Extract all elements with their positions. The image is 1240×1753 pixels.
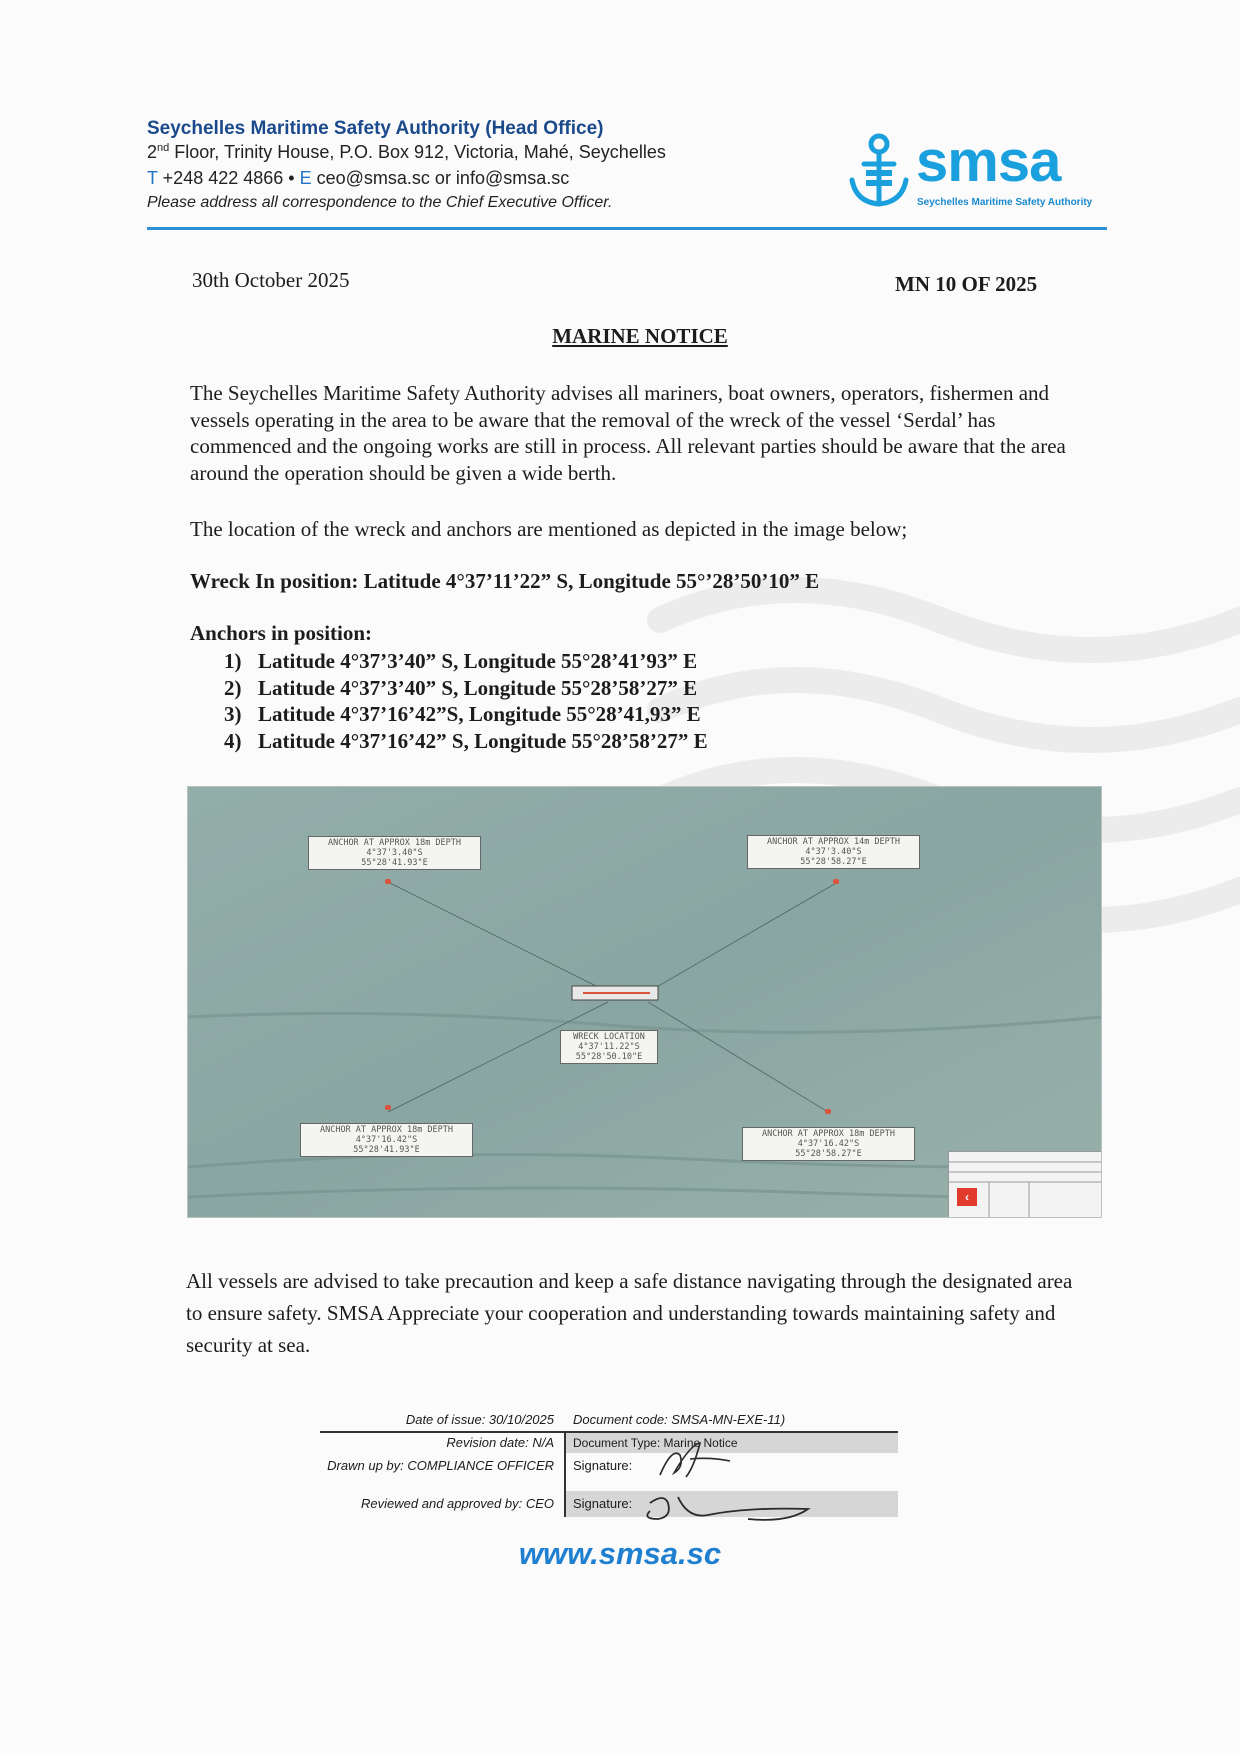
correspondence-note: Please address all correspondence to the Chief Executive Officer. [147,194,613,211]
header-divider [147,227,1107,230]
label-line: 55°28'50.10"E [575,1052,643,1062]
map-label-anchor-2 [747,835,920,869]
notice-date: 30th October 2025 [192,268,350,292]
table-row [320,1491,898,1517]
email-addresses: ceo@smsa.sc or info@smsa.sc [311,168,570,188]
list-item [224,675,708,702]
list-item [224,728,708,755]
anchor-number: 3) [224,702,242,726]
label-line: ANCHOR AT APPROX 18m DEPTH [761,1129,896,1139]
phone-prefix: T [147,168,158,188]
label-line: ANCHOR AT APPROX 18m DEPTH [327,838,462,848]
org-name: Seychelles Maritime Safety Authority (Head Office) [147,118,604,139]
address-floor-number: 2 [147,142,158,162]
table-row [320,1409,898,1431]
wreck-vessel [572,986,658,1000]
title-block-lines [949,1152,1101,1218]
anchor-position: Latitude 4°37’16’42”S, Longitude 55°28’41,93” E [258,702,701,726]
anchor-marker-4 [825,1109,831,1114]
anchor-position: Latitude 4°37’16’42” S, Longitude 55°28’58’27” E [258,728,708,753]
table-row [320,1433,898,1453]
address-floor-suffix: nd [157,142,170,154]
email-prefix: E [294,168,312,188]
anchor-number: 2) [224,675,242,700]
anchor-marker-2 [833,879,839,884]
anchor-position: Latitude 4°37’3’40” S, Longitude 55°28’41’93” E [258,649,698,673]
logo-wordmark: smsa [916,129,1061,194]
website-link[interactable]: www.smsa.sc [518,1536,722,1571]
label-line: ANCHOR AT APPROX 18m DEPTH [319,1125,454,1135]
drawn-up-by: Drawn up by: COMPLIANCE OFFICER [327,1458,554,1473]
anchor-marker-1 [385,879,391,884]
label-line: 4°37'3.40"S [805,847,862,857]
label-line: 55°28'41.93"E [361,858,428,868]
signature-label: Signature: [573,1458,633,1473]
list-item [224,648,708,675]
document-type: Document Type: Marine Notice [565,1433,898,1453]
address-rest: Floor, Trinity House, P.O. Box 912, Victoria, Mahé, Seychelles [169,142,666,162]
label-line: WRECK LOCATION [573,1032,645,1042]
label-line: ANCHOR AT APPROX 14m DEPTH [766,837,901,847]
map-label-wreck [560,1030,658,1064]
label-line: 4°37'11.22"S [578,1042,640,1052]
table-row [320,1453,898,1479]
label-line: 4°37'16.42"S [797,1139,860,1149]
anchor-logo-icon [844,130,914,212]
company-logo-icon: ‹ [957,1188,977,1206]
wreck-position: Wreck In position: Latitude 4°37’11’22” S, Longitude 55°’28’50’10” E [190,569,820,593]
org-contact [147,168,569,189]
anchor-position: Latitude 4°37’3’40” S, Longitude 55°28’58’27” E [258,675,698,700]
map-label-anchor-4 [742,1127,915,1161]
label-line: 4°37'3.40"S [366,848,423,858]
revision-date: Revision date: N/A [446,1435,554,1450]
anchor-number: 1) [224,649,242,673]
wreck-site-map [187,786,1102,1218]
signature-label: Signature: [565,1491,898,1517]
anchor-number: 4) [224,728,242,753]
location-paragraph: The location of the wreck and anchors are mentioned as depicted in the image below; [190,517,908,541]
table-divider [564,1431,566,1517]
label-line: 4°37'16.42"S [355,1135,418,1145]
closing-paragraph: All vessels are advised to take precaution and keep a safe distance navigating through the designated area to ensure safety. SMSA Appreciate your cooperation and understanding towards maintaining safety and security at sea. [186,1269,1073,1357]
org-address [147,142,666,163]
reviewed-by: Reviewed and approved by: CEO [361,1496,554,1511]
contact-bullet: • [288,168,295,188]
date-of-issue: Date of issue: 30/10/2025 [405,1412,554,1427]
label-line: 55°28'41.93"E [353,1145,420,1155]
anchor-list [224,648,708,754]
logo-subtitle: Seychelles Maritime Safety Authority [917,197,1093,208]
intro-paragraph: The Seychelles Maritime Safety Authority advises all mariners, boat owners, operators, fishermen and vessels operating in the area to be aware that the removal of the wreck of the vessel ‘Serdal’ has commenced and the ongoing works are still in process. All relevant parties should be aware that the area around the operation should be given a wide berth. [190,381,1066,485]
map-label-anchor-3 [300,1123,473,1157]
document-code: Document code: SMSA-MN-EXE-11) [573,1412,786,1427]
list-item [224,701,708,728]
phone-number: +248 422 4866 [157,168,289,188]
notice-title: MARINE NOTICE [552,324,728,348]
map-label-anchor-1 [308,836,481,870]
drawing-title-block [948,1151,1101,1218]
label-line: 55°28'58.27"E [795,1149,862,1159]
anchor-marker-3 [385,1105,391,1110]
anchors-heading: Anchors in position: [190,621,373,645]
notice-reference: MN 10 OF 2025 [895,272,1038,296]
label-line: 55°28'58.27"E [800,857,867,867]
